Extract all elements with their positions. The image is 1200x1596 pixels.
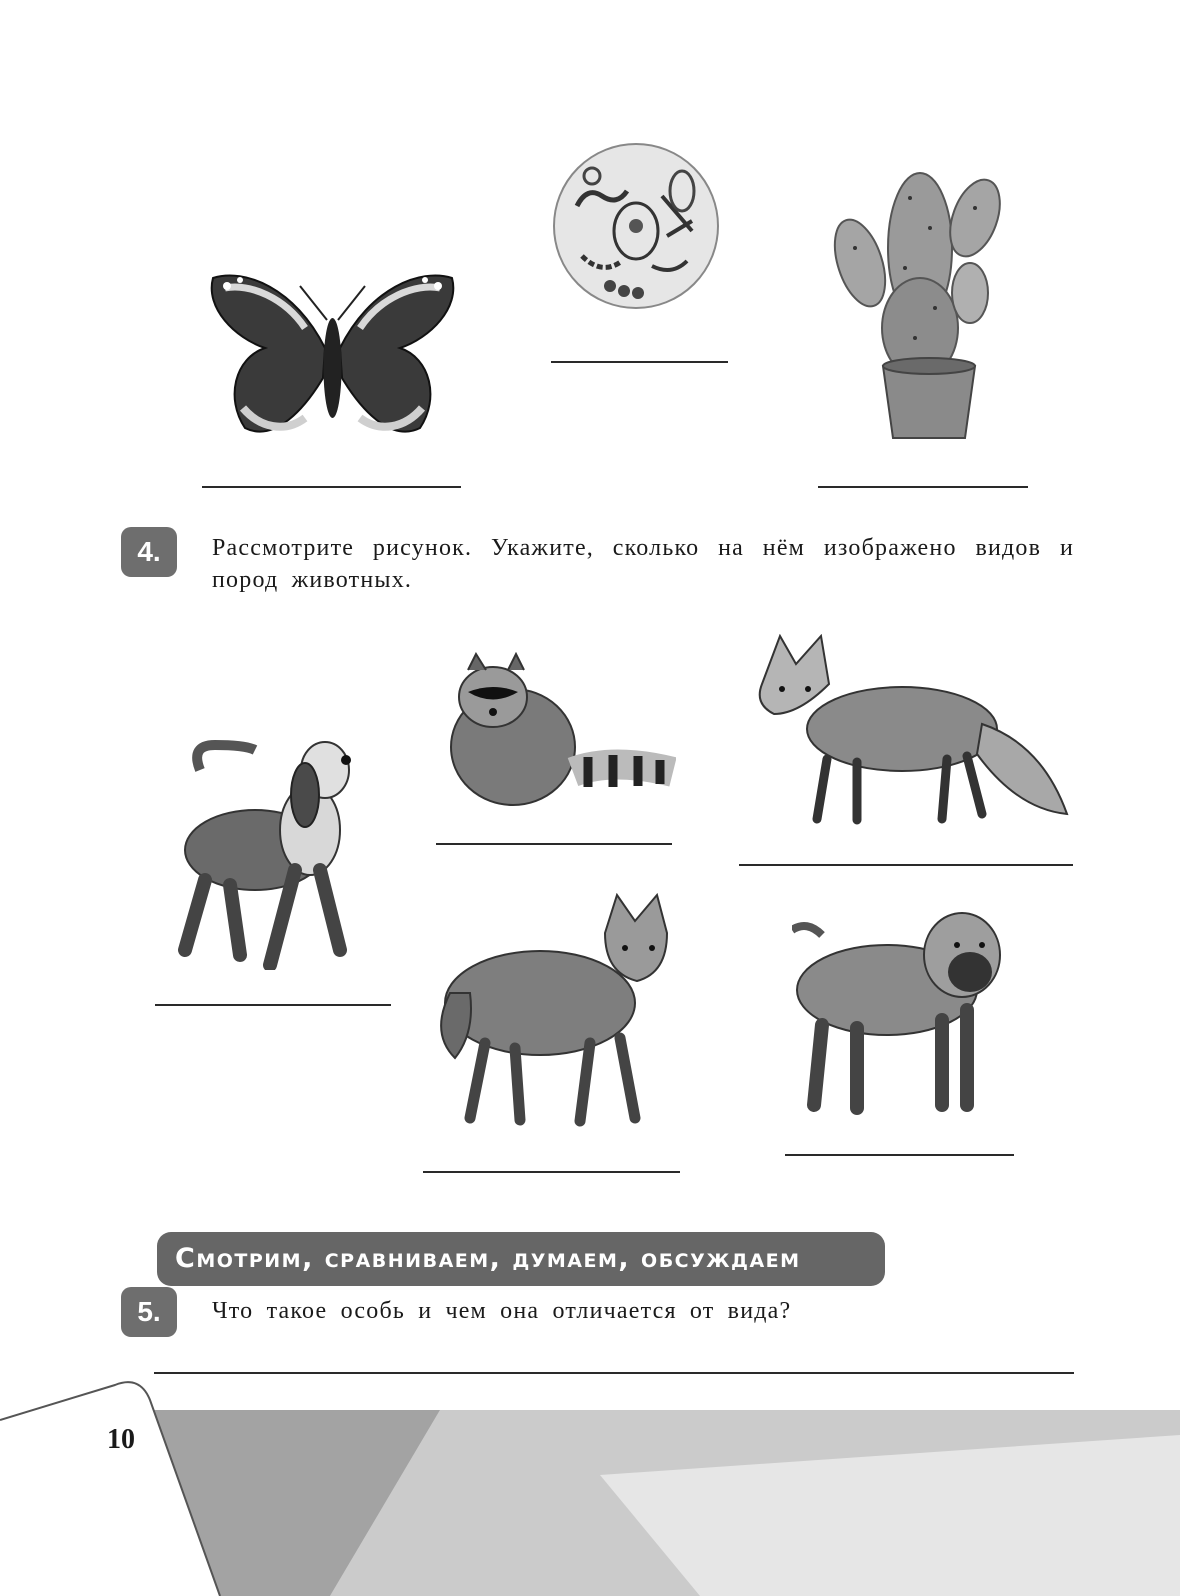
butterfly-illustration [205,268,460,448]
wolf-illustration [430,893,685,1128]
raccoon-illustration [438,652,676,807]
answer-line-butterfly[interactable] [202,486,461,488]
answer-line-beagle[interactable] [155,1004,391,1006]
task-5-text: Что такое особь и чем она отличается от вида? [212,1298,792,1324]
answer-line-task-5[interactable] [154,1372,1074,1374]
fox-illustration [752,634,1072,829]
answer-line-cactus[interactable] [818,486,1028,488]
answer-line-wolf[interactable] [423,1171,680,1173]
footer-decoration [0,1375,1200,1596]
answer-line-mastiff[interactable] [785,1154,1014,1156]
answer-line-microorganisms[interactable] [551,361,728,363]
mastiff-illustration [792,910,1007,1115]
answer-line-fox[interactable] [739,864,1073,866]
task-4-text: Рассмотрите рисунок. Укажите, сколько на нём изображено видов и пород животных. [212,535,1074,593]
cactus-illustration [825,138,1015,443]
page-number: 10 [107,1424,135,1455]
section-title: Смотрим, сравниваем, думаем, обсуждаем [175,1243,801,1274]
answer-line-raccoon[interactable] [436,843,672,845]
microorganisms-illustration [552,136,720,316]
beagle-illustration [160,740,360,970]
task-4-number: 4. [121,527,177,577]
task-5-number: 5. [121,1287,177,1337]
